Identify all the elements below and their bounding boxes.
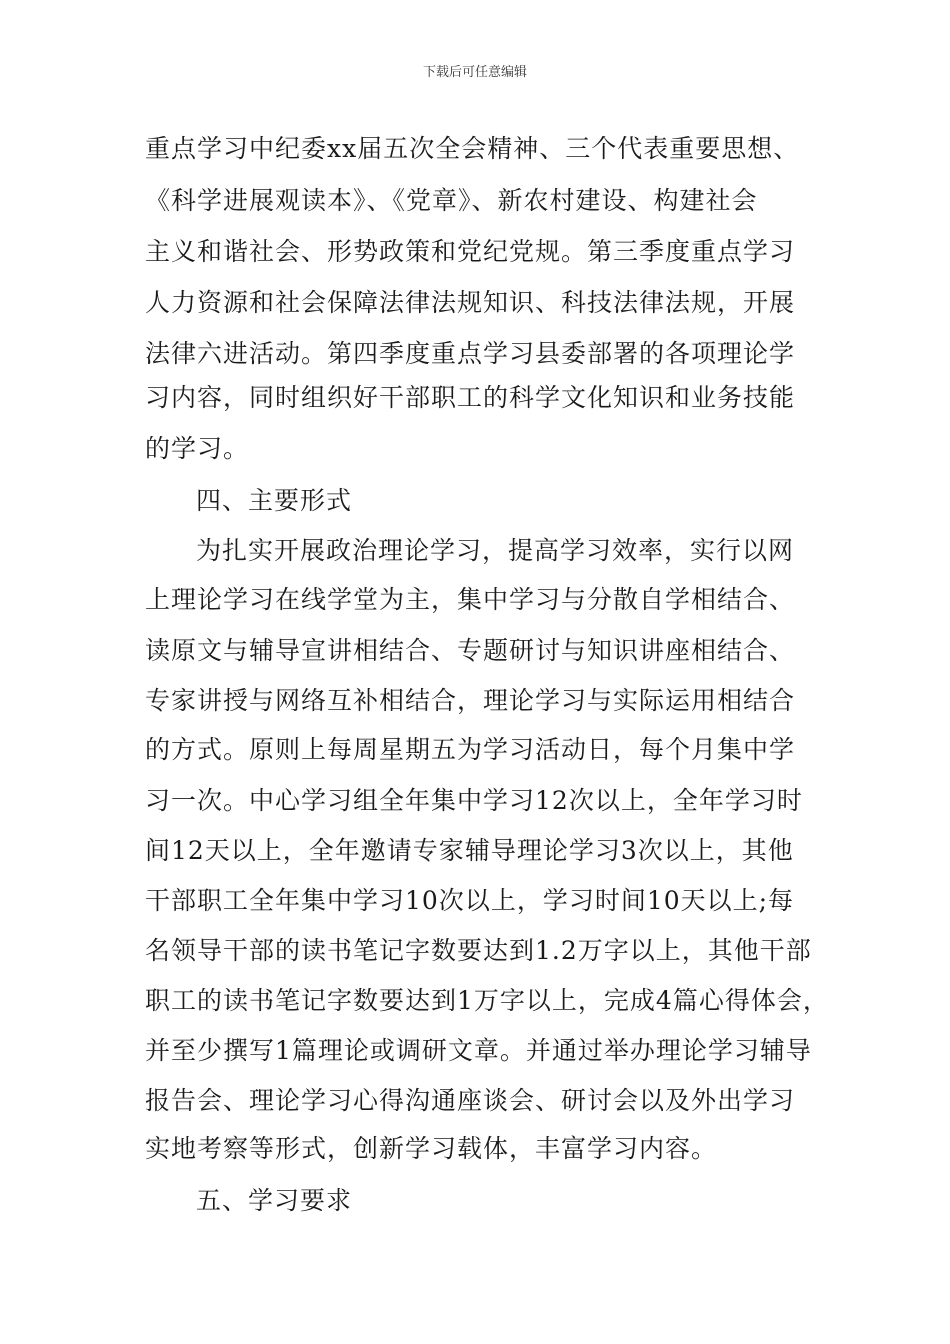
body-line: 并至少撰写1篇理论或调研文章。并通过举办理论学习辅导 (145, 1036, 812, 1065)
body-line: 法律六进活动。第四季度重点学习县委部署的各项理论学 (145, 339, 796, 368)
body-line: 名领导干部的读书笔记字数要达到1.2万字以上，其他干部 (145, 936, 812, 965)
body-line: 上理论学习在线学堂为主，集中学习与分散自学相结合、 (145, 585, 796, 614)
body-line: 职工的读书笔记字数要达到1万字以上，完成4篇心得体会， (145, 986, 829, 1015)
body-line: 专家讲授与网络互补相结合，理论学习与实际运用相结合 (145, 686, 796, 715)
body-line: 人力资源和社会保障法律法规知识、科技法律法规，开展 (145, 288, 796, 317)
body-line: 报告会、理论学习心得沟通座谈会、研讨会以及外出学习 (145, 1086, 796, 1115)
header-note: 下载后可任意编辑 (422, 65, 527, 80)
body-line: 习一次。中心学习组全年集中学习12次以上，全年学习时 (145, 786, 803, 815)
body-line: 的方式。原则上每周星期五为学习活动日，每个月集中学 (145, 735, 796, 764)
body-line: 主义和谐社会、形势政策和党纪党规。第三季度重点学习 (145, 237, 796, 266)
body-line: 实地考察等形式，创新学习载体，丰富学习内容。 (145, 1134, 718, 1163)
body-line: 重点学习中纪委xx届五次全会精神、三个代表重要思想、 (145, 134, 800, 163)
body-line: 习内容，同时组织好干部职工的科学文化知识和业务技能 (145, 383, 796, 412)
body-line: 的学习。 (145, 434, 250, 463)
body-line: 《科学进展观读本》、《党章》、新农村建设、构建社会 (145, 186, 758, 215)
section-heading-main-forms: 四、主要形式 (196, 486, 353, 515)
body-line: 间12天以上，全年邀请专家辅导理论学习3次以上，其他 (145, 836, 794, 865)
section-heading-study-requirements: 五、学习要求 (196, 1186, 353, 1215)
body-line: 读原文与辅导宣讲相结合、专题研讨与知识讲座相结合、 (145, 636, 796, 665)
body-line: 为扎实开展政治理论学习，提高学习效率，实行以网 (196, 536, 795, 565)
body-line: 干部职工全年集中学习10次以上，学习时间10天以上;每 (145, 886, 795, 915)
